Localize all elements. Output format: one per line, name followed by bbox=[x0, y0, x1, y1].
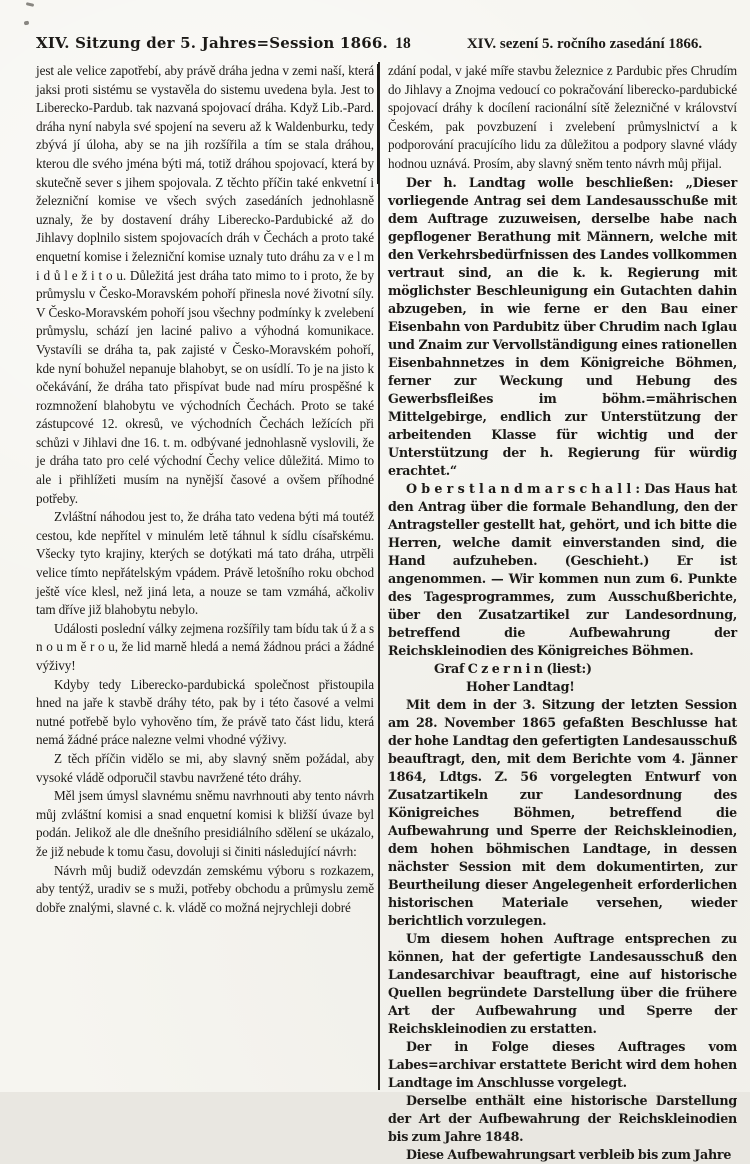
header-title-czech: XIV. sezení 5. ročního zasedání 1866. bbox=[466, 36, 703, 52]
paragraph: zdání podal, v jaké míře stavbu železnice z Pardubic přes Chrudím do Jihlavy a Znojma vedoucí co pokračování liberecko-pardubické spojovací dráhy k docílení racionální sítě železničné v království Českém, pak povzbuzení i zvelebení průmyslnictví a k podporování pracujícího lidu za důležitou a podpory slavné vlády hodnou uznává. Prosím, aby slavný sněm tento návrh můj přijal. bbox=[388, 63, 737, 171]
paragraph: O b e r s t l a n d m a r s c h a l l : Das Haus hat den Antrag über die formale Behandlung, den der Antragsteller gestellt hat, gehört, und ich bitte die Herren, welche damit einverstanden sind, die Hand aufzuheben. (Geschieht.) Er ist angenommen. — Wir kommen nun zum 6. Punkte des Tagesprogrammes, zum Ausschußberichte, über den Zusatzartikel zur Landesordnung, betreffend die Aufbewahrung der Reichskleinodien des Königreiches Böhmen. bbox=[388, 480, 737, 658]
paragraph: Der in Folge dieses Auftrages vom Labes=archivar erstattete Bericht wird dem hohen Landtage im Anschlusse vorgelegt. bbox=[388, 1038, 737, 1090]
paragraph: Mit dem in der 3. Sitzung der letzten Session am 28. November 1865 gefaßten Beschlusse hat der hohe Landtag den gefertigten Landesausschuß beauftragt, den, mit dem Berichte vom 4. Jänner 1864, Ldtgs. Z. 56 vorgelegten Entwurf von Zusatzartikeln zur Landesordnung des Königreiches Böhmen, betreffend die Aufbewahrung und Sperre der Reichskleinodien, dem hohen böhmischen Landtage, in dessen nächster Session mit dem dokumentirten, zur Beurtheilung dieser Angelegenheit erforderlichen historischen Materiale versehen, wieder berichtlich vorzulegen. bbox=[388, 696, 737, 928]
text-column-left bbox=[36, 62, 374, 1090]
text-columns bbox=[36, 62, 737, 1162]
scan-artifact bbox=[24, 21, 30, 26]
text-column-right bbox=[380, 62, 737, 1162]
header-title-german: XIV. Sitzung der 5. Jahres=Session 1866. bbox=[36, 34, 388, 52]
paragraph: Um diesem hohen Auftrage entsprechen zu können, hat der gefertigte Landesausschuß den Landesarchivar beauftragt, eine auf historische Quellen begründete Darstellung über die frühere Art der Aufbewahrung und Sperre der Reichskleinodien zu erstatten. bbox=[388, 930, 737, 1036]
column-divider-rule bbox=[378, 62, 380, 1090]
paragraph-salutation: Hoher Landtag! bbox=[466, 678, 575, 694]
paragraph: jest ale velice zapotřebí, aby právě dráha jedna v zemi naší, která jaksi proti sistému se vystavěla do sistemu uvedena byla. Jest to Liberecko-Pardub. tak nazvaná spojovací dráha. Když Lib.-Pard. dráha nyní nabyla své spojení na severu až k Waldenburku, tedy zbývá jí úloha, aby se na jih rozšířila a tím se stala dráhou, kterou dle svého jména býti má, totiž dráhou spojovací, která by skutečně sever s jihem spojovala. Z těchto příčin také enkvetní i železniční komise ve všech svých zasedáních jednohlasně uznaly, že by dostavení dráhy Liberecko-Pardubické až do Jihlavy doplnilo sistem spojovacích dráh v Čechách a proto také enquetní komise i železniční komise uznaly tuto dráhu za v e l m i d ů l e ž i t o u. Důležitá jest dráha tato mimo to i proto, že by průmyslu v Česko-Moravském pohoří přinesla nové životní síly. V Česko-Moravském pohoří jsou všechny podmínky k zvelebení průmyslu, schází jen laciné palivo a výhodná komunikace. Vystavíli se dráha ta, pak zajisté v Česko-Moravském pohoří, kde nyní bohužel nepanuje blahobyt, se on usídlí. To je na jisto k očekávání, že dráha tato přispívat bude nad míru prospěšné k rozmnožení blahobytu ve východních Čechách. Proto se také zástupcové 12. okresů, ve východních Čechách ležících při schůzi v Jihlavi dne 16. t. m. odbývané jednohlasně vyslovili, že je dráha tato pro celé východní Čechy velice důležitá. Mimo to ale i přihlížeti musím na nynější časové a ovšem příhodné potřeby. bbox=[36, 63, 374, 506]
paragraph: Derselbe enthält eine historische Darstellung der Art der Aufbewahrung der Reichskleinodien bis zum Jahre 1848. bbox=[388, 1092, 737, 1144]
scan-artifact bbox=[26, 2, 34, 7]
paragraph: Kdyby tedy Liberecko-pardubická společnost přistoupila hned na jaře k stavbě dráhy této, pak by i této časové a velmi nutné potřebě bylo vyhověno tím, že právě tato část lidu, která nemá žádné práce nalezne velmi vhodné výživy. bbox=[36, 676, 374, 748]
page-header bbox=[36, 34, 737, 53]
page-number: 18 bbox=[395, 35, 411, 52]
paragraph: Události poslední války zejmena rozšířily tam bídu tak ú ž a s n o u m ě r o u, že lid marně hledá a nemá žádnou práci a žádné výživy! bbox=[36, 620, 374, 673]
paragraph: Zvláštní náhodou jest to, že dráha tato vedena býti má toutéž cestou, kde nepřítel v minulém letě táhnul k sídlu císařskému. Všecky tyto krajiny, kterých se dotýkati má tato dráha, utrpěli velice tímto nepřátelským vpádem. Právě letošního roku obchod ještě více klesl, než jiná leta, a nouze se tam vzmáhá, ačkoliv tam dříve již blahobytu nebylo. bbox=[36, 509, 374, 618]
paragraph: Der h. Landtag wolle beschließen: „Dieser vorliegende Antrag sei dem Landesausschuße mit dem Auftrage zuzuweisen, derselbe habe nach gepflogener Berathung mit Männern, welche mit den Verkehrsbedürfnissen des Landes vollkommen vertraut sind, an die k. k. Regierung mit möglichster Beschleunigung ein Gutachten dahin abzugeben, in wie ferne er den Bau einer Eisenbahn von Pardubitz über Chrudim nach Iglau und Znaim zur Vervollständigung eines rationellen Eisenbahnnetzes in dem Königreiche Böhmen, ferner zur Weckung und Hebung des Gewerbsfleißes im böhm.=mährischen Mittelgebirge, endlich zur Unterstützung der arbeitenden Klasse für wichtig und der Unterstützung der h. Regierung für würdig erachtet.“ bbox=[388, 174, 737, 478]
paragraph: Měl jsem úmysl slavnému sněmu navrhnouti aby tento návrh můj zvláštní komisi a snad enquetní komisi k bližší úvaze byl podán. Jelikož ale dle dnešního presidiálního sdělení se ukázalo, že již nebude k tomu času, dovoluji si činiti následující návrh: bbox=[36, 788, 374, 859]
paragraph: Z těch příčin vidělo se mi, aby slavný sněm požádal, aby vysoké vládě odporučil stavbu navržené této dráhy. bbox=[36, 750, 374, 785]
paragraph: Návrh můj budiž odevzdán zemskému výboru s rozkazem, aby tentýž, uradiv se s muži, potřeby obchodu a průmyslu země dobře znalými, slavné c. k. vládě co možná nejrychleji dobré bbox=[36, 862, 374, 915]
paragraph-speaker: Graf C z e r n i n (liest:) bbox=[434, 660, 592, 676]
paragraph: Diese Aufbewahrungsart verbleib bis zum Jahre bbox=[406, 1146, 732, 1162]
